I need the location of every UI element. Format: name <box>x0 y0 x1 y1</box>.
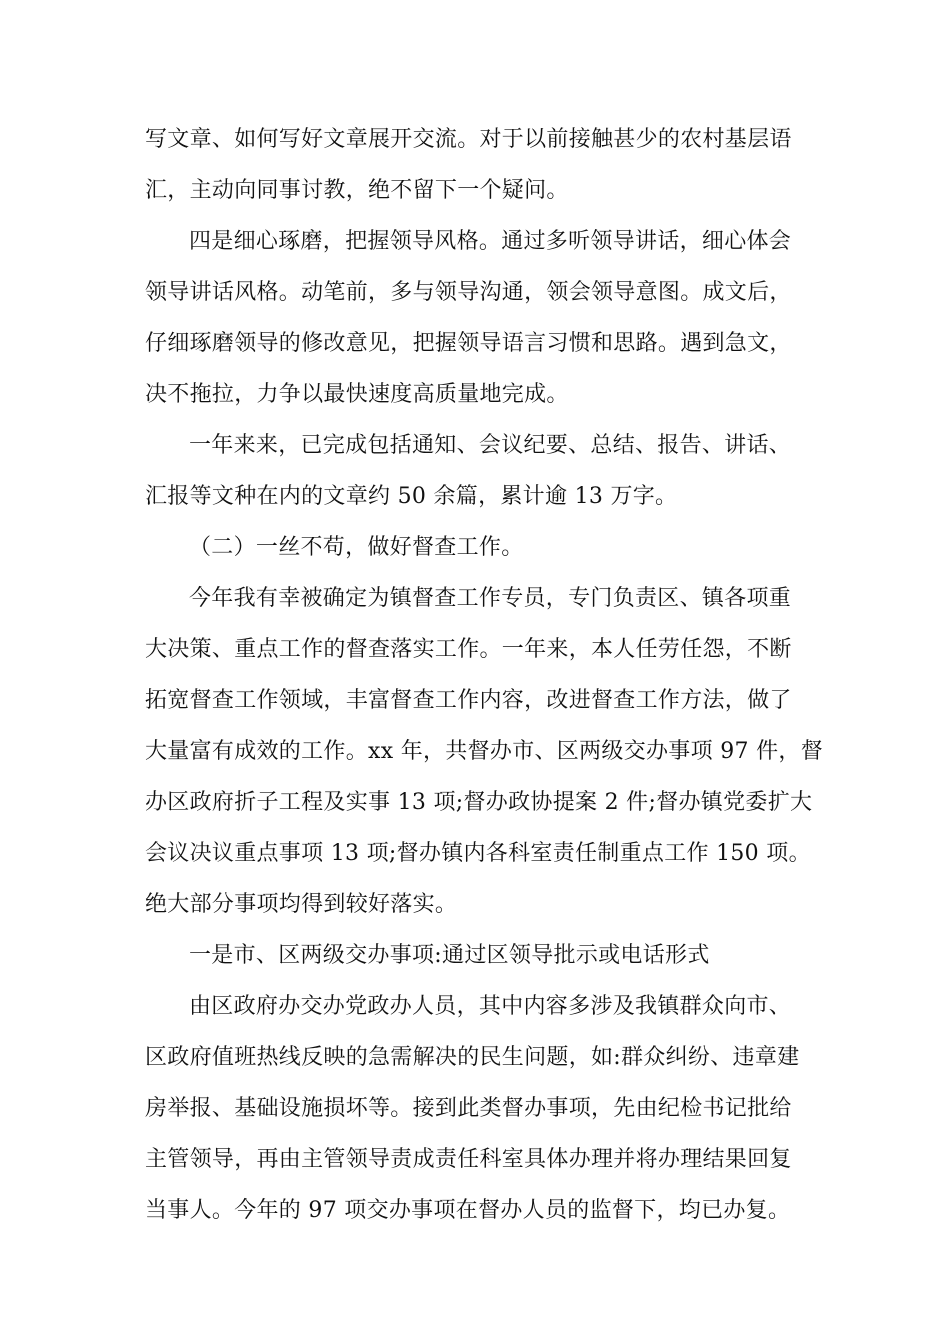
paragraph-start-line: 由区政府办交办党政办人员，其中内容多涉及我镇群众向市、 <box>189 994 792 1019</box>
text-line: 区政府值班热线反映的急需解决的民生问题，如:群众纠纷、违章建 <box>145 1045 800 1070</box>
section-heading: （二）一丝不苟，做好督查工作。 <box>189 535 524 560</box>
text-line: 大量富有成效的工作。xx 年，共督办市、区两级交办事项 97 件，督 <box>145 739 823 764</box>
paragraph-start-line: 四是细心琢磨，把握领导风格。通过多听领导讲话，细心体会 <box>189 229 792 254</box>
text-line: 汇，主动向同事讨教，绝不留下一个疑问。 <box>145 178 569 203</box>
text-line: 领导讲话风格。动笔前，多与领导沟通，领会领导意图。成文后， <box>145 280 792 305</box>
text-line: 房举报、基础设施损坏等。接到此类督办事项，先由纪检书记批给 <box>145 1096 792 1121</box>
text-line: 拓宽督查工作领域，丰富督查工作内容，改进督查工作方法，做了 <box>145 688 792 713</box>
text-line: 决不拖拉，力争以最快速度高质量地完成。 <box>145 382 569 407</box>
text-line: 当事人。今年的 97 项交办事项在督办人员的监督下，均已办复。 <box>145 1198 791 1223</box>
paragraph-start-line: 一年来来，已完成包括通知、会议纪要、总结、报告、讲话、 <box>189 433 792 458</box>
text-line: 仔细琢磨领导的修改意见，把握领导语言习惯和思路。遇到急文， <box>145 331 792 356</box>
text-line: 大决策、重点工作的督查落实工作。一年来，本人任劳任怨，不断 <box>145 637 792 662</box>
text-line: 办区政府折子工程及实事 13 项;督办政协提案 2 件;督办镇党委扩大 <box>145 790 813 815</box>
paragraph-start-line: 今年我有幸被确定为镇督查工作专员，专门负责区、镇各项重 <box>189 586 792 611</box>
paragraph-start-line: 一是市、区两级交办事项:通过区领导批示或电话形式 <box>189 943 710 968</box>
text-line: 汇报等文种在内的文章约 50 余篇，累计逾 13 万字。 <box>145 484 678 509</box>
text-line: 会议决议重点事项 13 项;督办镇内各科室责任制重点工作 150 项。 <box>145 841 811 866</box>
text-line: 主管领导，再由主管领导责成责任科室具体办理并将办理结果回复 <box>145 1147 792 1172</box>
text-line: 写文章、如何写好文章展开交流。对于以前接触甚少的农村基层语 <box>145 127 792 152</box>
text-line: 绝大部分事项均得到较好落实。 <box>145 892 458 917</box>
